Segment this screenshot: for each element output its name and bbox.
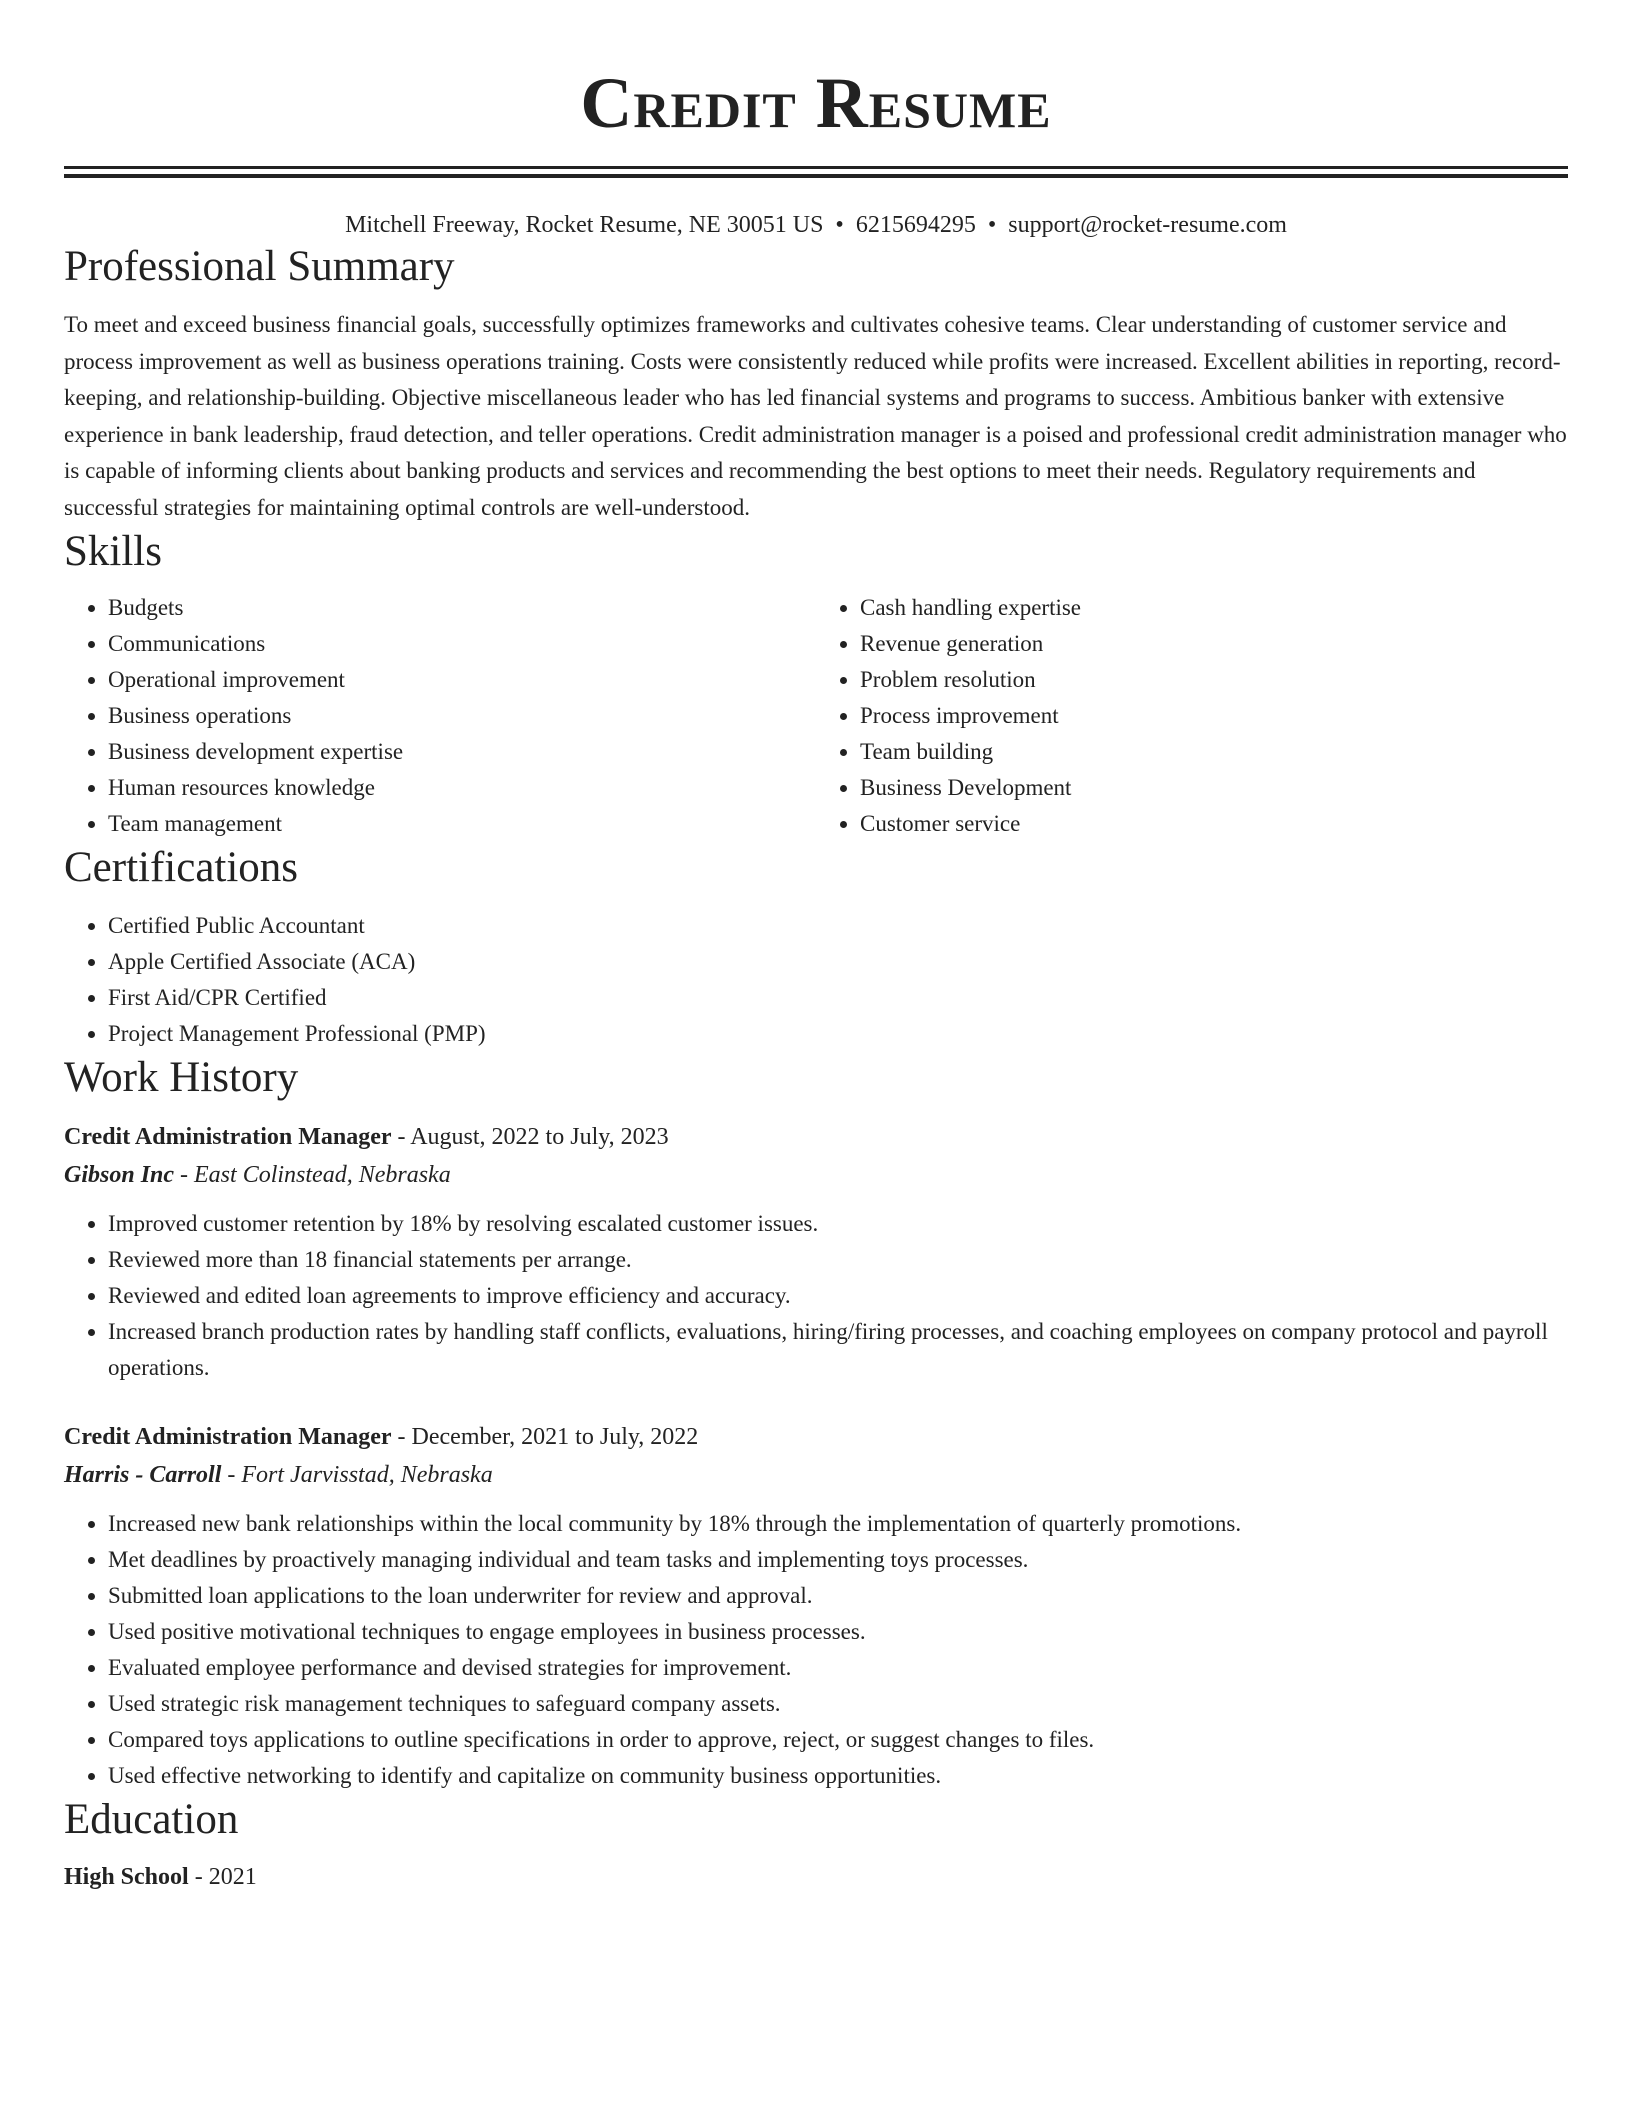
skills-left-list — [64, 590, 816, 842]
education-year: - 2021 — [188, 1864, 257, 1890]
job-entry — [64, 1418, 1568, 1794]
contact-email[interactable]: support@rocket-resume.com — [1008, 212, 1287, 238]
summary-text: To meet and exceed business financial goals, successfully optimizes frameworks and cultivates cohesive teams. Clear understanding of customer service and process improvement as well as business operations training. Costs were consistently reduced while profits were increased. Excellent abilities in reporting, record-keeping, and relationship-building. Objective miscellaneous leader who has led financial systems and programs to success. Ambitious banker with extensive experience in bank leadership, fraud detection, and teller operations. Credit administration manager is a poised and professional credit administration manager who is capable of informing clients about banking products and services and recommending the best options to meet their needs. Regulatory requirements and successful strategies for maintaining optimal controls are well-understood. — [64, 312, 1567, 520]
contact-phone: 6215694295 — [855, 212, 976, 238]
certification-item: • Certified Public Accountant — [108, 908, 1568, 944]
job-company: Gibson Inc — [64, 1162, 175, 1188]
education-heading: Education — [64, 1796, 239, 1843]
skill-item: • Human resources knowledge — [108, 770, 816, 806]
job-entry — [64, 1118, 1568, 1386]
skill-item: • Process improvement — [860, 698, 1568, 734]
skill-item: • Business operations — [108, 698, 816, 734]
skill-item: • Operational improvement — [108, 662, 816, 698]
job-title-line — [64, 1118, 1568, 1156]
job-company-line — [64, 1456, 1568, 1494]
job-bullets — [64, 1206, 1568, 1386]
job-location: - East Colinstead, Nebraska — [174, 1162, 451, 1188]
skills-columns — [64, 590, 1568, 842]
skill-item: • Revenue generation — [860, 626, 1568, 662]
job-location: - Fort Jarvisstad, Nebraska — [221, 1462, 493, 1488]
job-dates: - August, 2022 to July, 2023 — [391, 1124, 669, 1150]
skill-item: • Team building — [860, 734, 1568, 770]
job-title-line — [64, 1418, 1568, 1456]
title-divider — [64, 166, 1568, 178]
job-company-line — [64, 1156, 1568, 1194]
contact-line — [64, 209, 1568, 241]
job-title: Credit Administration Manager — [64, 1124, 392, 1150]
summary-heading: Professional Summary — [64, 243, 455, 290]
job-bullet: • Submitted loan applications to the loan underwriter for review and approval. — [108, 1578, 1568, 1614]
certification-item: • First Aid/CPR Certified — [108, 980, 1568, 1016]
contact-address: Mitchell Freeway, Rocket Resume, NE 30051 US — [345, 212, 824, 238]
job-bullet: • Used strategic risk management techniques to safeguard company assets. — [108, 1686, 1568, 1722]
work-history-heading: Work History — [64, 1054, 299, 1101]
job-title: Credit Administration Manager — [64, 1424, 392, 1450]
skill-item: • Budgets — [108, 590, 816, 626]
job-bullet: • Reviewed and edited loan agreements to improve efficiency and accuracy. — [108, 1278, 1568, 1314]
skill-item: • Problem resolution — [860, 662, 1568, 698]
education-entry — [64, 1858, 1568, 1896]
job-bullet: • Evaluated employee performance and devised strategies for improvement. — [108, 1650, 1568, 1686]
contact-separator: • — [987, 212, 997, 238]
job-bullet: • Increased new bank relationships within the local community by 18% through the implementation of quarterly promotions. — [108, 1506, 1568, 1542]
skill-item: • Customer service — [860, 806, 1568, 842]
job-bullet: • Improved customer retention by 18% by resolving escalated customer issues. — [108, 1206, 1568, 1242]
job-bullet: • Compared toys applications to outline specifications in order to approve, reject, or suggest changes to files. — [108, 1722, 1568, 1758]
skill-item: • Business Development — [860, 770, 1568, 806]
job-company: Harris - Carroll — [64, 1462, 222, 1488]
certifications-list — [64, 908, 1568, 1052]
skill-item: • Cash handling expertise — [860, 590, 1568, 626]
job-bullet: • Used positive motivational techniques to engage employees in business processes. — [108, 1614, 1568, 1650]
skills-right-list — [816, 590, 1568, 842]
skill-item: • Team management — [108, 806, 816, 842]
job-bullet: • Reviewed more than 18 financial statements per arrange. — [108, 1242, 1568, 1278]
job-dates: - December, 2021 to July, 2022 — [391, 1424, 699, 1450]
job-bullet: • Increased branch production rates by handling staff conflicts, evaluations, hiring/firing processes, and coaching employees on company protocol and payroll operations. — [108, 1314, 1568, 1386]
skills-heading: Skills — [64, 528, 162, 575]
education-degree: High School — [64, 1864, 189, 1890]
skill-item: • Business development expertise — [108, 734, 816, 770]
contact-separator: • — [835, 212, 844, 238]
job-bullet: • Used effective networking to identify and capitalize on community business opportunities. — [108, 1758, 1568, 1794]
certification-item: • Project Management Professional (PMP) — [108, 1016, 1568, 1052]
certification-item: • Apple Certified Associate (ACA) — [108, 944, 1568, 980]
resume-title: Credit Resume — [580, 63, 1052, 143]
job-bullet: • Met deadlines by proactively managing individual and team tasks and implementing toys processes. — [108, 1542, 1568, 1578]
skill-item: • Communications — [108, 626, 816, 662]
job-bullets — [64, 1506, 1568, 1794]
certifications-heading: Certifications — [64, 844, 299, 891]
